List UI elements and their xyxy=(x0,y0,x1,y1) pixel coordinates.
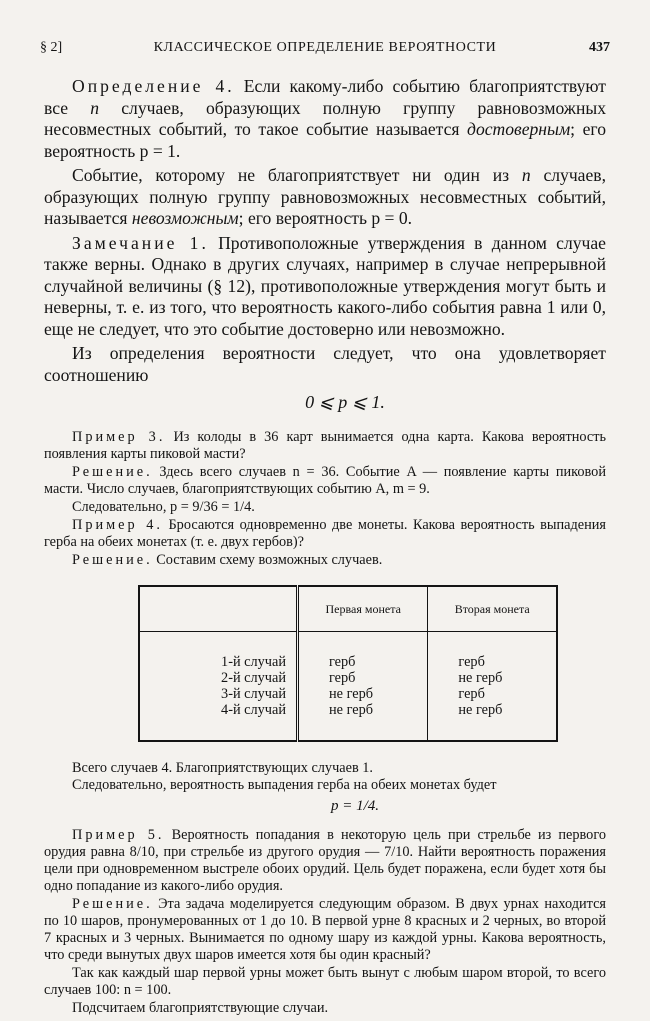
solution-text: Эта задача моделируется следующим образом. В двух урнах находится по 10 шаров, пронумерованных от 1 до 10. В первой урне 8 красных и 2 черных, во второй 7 красных и 3 черных. Вынимается по одному шару из каждой урны. Какова вероятность, что среди вынутых двух шаров имеется хотя бы один красный? xyxy=(44,896,606,963)
table-cell: не герб xyxy=(428,670,557,686)
table-cell: не герб xyxy=(298,702,428,741)
example-4-total: Всего случаев 4. Благоприятствующих случаев 1. xyxy=(72,760,373,776)
paragraph-text: ; его вероятность p = 0. xyxy=(238,208,413,228)
table-cell: герб xyxy=(428,686,557,702)
example-3 xyxy=(44,429,606,463)
solution-text: Составим схему возможных случаев. xyxy=(152,552,383,568)
chapter-title: КЛАССИЧЕСКОЕ ОПРЕДЕЛЕНИЕ ВЕРОЯТНОСТИ xyxy=(153,40,497,55)
example-text: Из колоды в 36 карт вынимается одна карта. Какова вероятность появления карты пиковой масти? xyxy=(44,429,606,462)
solution-label: Решение. xyxy=(72,896,153,912)
probability-bounds-formula: 0 ⩽ p ⩽ 1. xyxy=(305,392,385,412)
table-cell: не герб xyxy=(298,686,428,702)
var-n: n xyxy=(521,165,531,185)
table-header-cell: Вторая монета xyxy=(428,586,557,632)
table-row xyxy=(139,670,557,686)
solution-label: Решение. xyxy=(72,552,153,568)
table-cell: герб xyxy=(298,632,428,671)
example-text: Бросаются одновременно две монеты. Какова вероятность выпадения герба на обеих монетах (т. е. двух гербов)? xyxy=(44,517,607,550)
table-cell: герб xyxy=(428,632,557,671)
example-3-solution xyxy=(44,464,606,498)
table-header-cell: Первая монета xyxy=(298,586,428,632)
table-cell: не герб xyxy=(428,702,557,741)
example-label: Пример 5. xyxy=(72,827,165,843)
definition-text: случаев, образующих полную группу равновозможных несовместных событий, то такое событие называется xyxy=(44,97,606,139)
page-body xyxy=(44,76,606,1017)
definition-label: Определение 4. xyxy=(72,76,235,96)
table-cell: 1-й случай xyxy=(221,654,286,670)
page-number: 437 xyxy=(589,40,610,55)
example-5 xyxy=(44,827,606,895)
table-header-row xyxy=(139,586,557,632)
table-row xyxy=(139,702,557,741)
impossible-event-paragraph xyxy=(44,165,606,230)
example-4-conclusion: Следовательно, вероятность выпадения герба на обеих монетах будет xyxy=(72,777,497,793)
example-5-paragraph-3: Подсчитаем благоприятствующие случаи. xyxy=(72,1000,329,1016)
solution-text: Здесь всего случаев n = 36. Событие A — появление карты пиковой масти. Число случаев, благоприятствующих событию A, m = 9. xyxy=(44,464,606,497)
example-5-solution xyxy=(44,896,606,964)
definition-4 xyxy=(44,76,606,162)
remark-text: Противоположные утверждения в данном случае также верны. Однако в других случаях, например в случае непрерывной случайной величины (§ 12), противоположные утверждения могут быть и неверны, т. е. из того, что вероятность какого-либо события равна 1 или 0, еще не следует, что это событие достоверно или невозможно. xyxy=(44,232,606,339)
running-header xyxy=(40,40,610,60)
example-4 xyxy=(44,517,606,551)
follows-paragraph: Из определения вероятности следует, что она удовлетворяет соотношению xyxy=(44,343,606,385)
table-cell: 4-й случай xyxy=(221,702,286,718)
example-5-paragraph-2: Так как каждый шар первой урны может быть вынут с любым шаром второй, то всего случаев 100: n = 100. xyxy=(44,965,606,998)
coin-cases-table xyxy=(138,585,558,742)
table-cell: герб xyxy=(298,670,428,686)
table-row xyxy=(139,686,557,702)
table-cell: 3-й случай xyxy=(221,686,286,702)
var-n: n xyxy=(90,97,100,118)
example-3-conclusion: Следовательно, p = 9/36 = 1/4. xyxy=(72,499,255,515)
paragraph-text: случаев, образующих полную группу равновозможных несовместных событий, называется xyxy=(44,165,607,228)
table-cell: 2-й случай xyxy=(221,670,286,686)
remark-label: Замечание 1. xyxy=(72,232,209,253)
section-number: § 2] xyxy=(40,40,63,55)
example-label: Пример 3. xyxy=(72,429,166,445)
definition-text: Если какому-либо событию благоприятствуют все xyxy=(44,76,607,118)
example-label: Пример 4. xyxy=(72,517,163,533)
paragraph-text: Событие, которому не благоприятствует ни один из xyxy=(72,165,522,185)
example-4-formula: p = 1/4. xyxy=(330,798,380,814)
definition-text: ; его вероятность p = 1. xyxy=(44,119,606,161)
example-4-solution xyxy=(44,552,606,569)
term-impossible: невозможным xyxy=(131,208,239,228)
solution-label: Решение. xyxy=(72,464,153,480)
remark-1 xyxy=(44,233,606,341)
example-text: Вероятность попадания в некоторую цель при стрельбе из первого орудия равна 8/10, при стрельбе из другого орудия — 7/10. Найти вероятность поражения цели при одновременном выстреле обоих орудий. Цель будет поражена, если будет хотя бы одно попадание из какого-либо орудия. xyxy=(44,827,606,894)
term-certain: достоверным xyxy=(467,119,571,139)
table-header-cell xyxy=(139,586,298,632)
table-row xyxy=(139,632,557,671)
